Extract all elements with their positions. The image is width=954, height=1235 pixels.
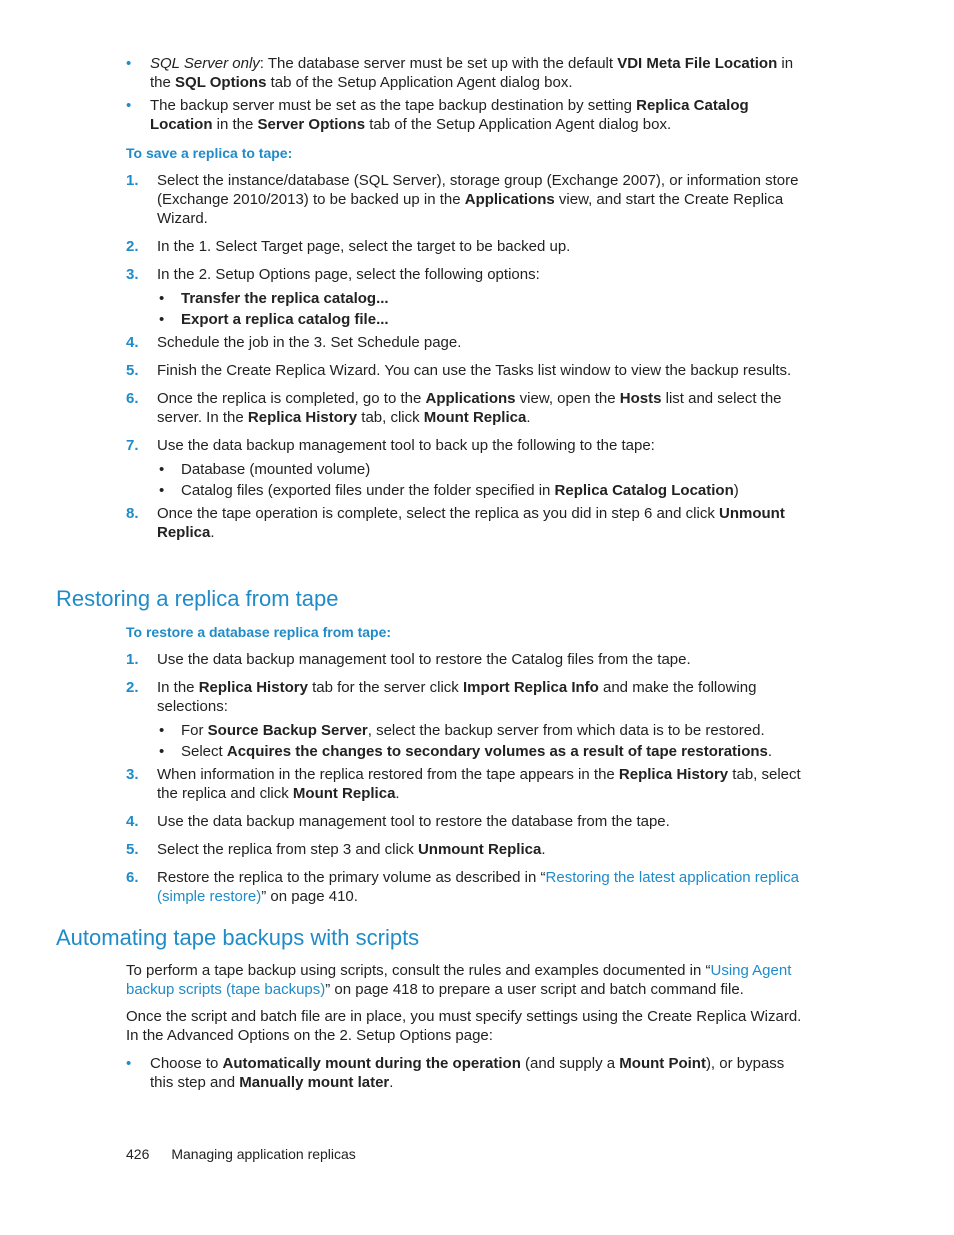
bold-term: VDI Meta File Location bbox=[617, 55, 778, 72]
page-number: 426 bbox=[126, 1146, 150, 1162]
top-bullet-2: • The backup server must be set as the tape backup destination by setting Replica Catalog Location in the Server Options tab of the Setup Application Agent dialog box. bbox=[126, 97, 749, 133]
list-item bbox=[126, 361, 806, 380]
step-number: 1. bbox=[126, 172, 139, 189]
page-footer bbox=[126, 1145, 356, 1164]
bold-term: Server Options bbox=[257, 116, 366, 133]
bullet-icon: • bbox=[159, 722, 165, 739]
step-text: Use the data backup management tool to back up the following to the tape: bbox=[157, 437, 655, 454]
step-text: Schedule the job in the 3. Set Schedule page. bbox=[157, 334, 462, 351]
bullet-icon: • bbox=[159, 743, 165, 760]
step-number: 2. bbox=[126, 679, 139, 696]
step-text: Finish the Create Replica Wizard. You can use the Tasks list window to view the backup results. bbox=[157, 362, 792, 379]
step-text: In the 2. Setup Options page, select the following options: bbox=[157, 266, 540, 283]
list-item bbox=[126, 333, 806, 352]
sub-bullet-text bbox=[181, 290, 389, 307]
bullet-icon: • bbox=[159, 482, 165, 499]
list-item bbox=[126, 650, 806, 669]
step-number: 3. bbox=[126, 266, 139, 283]
sub-bullet-item bbox=[126, 310, 806, 329]
bold-term: Mount Replica bbox=[292, 785, 396, 802]
sub-bullet-text: Select Acquires the changes to secondary volumes as a result of tape restorations. bbox=[181, 743, 773, 760]
bullet-icon: • bbox=[159, 461, 165, 478]
chapter-title: Managing application replicas bbox=[171, 1146, 356, 1162]
sub-bullet-text: For Source Backup Server, select the backup server from which data is to be restored. bbox=[181, 722, 765, 739]
step-number: 6. bbox=[126, 869, 139, 886]
restore-steps-list bbox=[126, 650, 806, 915]
automating-bullet-list bbox=[126, 1054, 806, 1096]
step-text: Use the data backup management tool to restore the Catalog files from the tape. bbox=[157, 651, 691, 668]
cross-reference-link[interactable]: Using Agent backup scripts (tape backups) bbox=[126, 962, 792, 998]
step-text: Use the data backup management tool to restore the database from the tape. bbox=[157, 813, 670, 830]
bold-term: Import Replica Info bbox=[462, 679, 599, 696]
step-number: 7. bbox=[126, 437, 139, 454]
bold-term: Acquires the changes to secondary volumes as a result of tape restorations bbox=[226, 743, 768, 760]
sub-bullet-item bbox=[126, 460, 806, 479]
bullet-icon: • bbox=[159, 290, 165, 307]
bold-term: Applications bbox=[425, 390, 516, 407]
italic-term: SQL Server only bbox=[150, 55, 260, 72]
step-number: 5. bbox=[126, 841, 139, 858]
bold-term: Transfer the replica catalog... bbox=[181, 290, 389, 307]
cross-reference-link[interactable]: Restoring the latest application replica (simple restore) bbox=[157, 869, 799, 905]
list-item bbox=[126, 678, 806, 716]
bold-term: Automatically mount during the operation bbox=[222, 1055, 521, 1072]
sub-bullet-item bbox=[126, 481, 806, 500]
step-text: Restore the replica to the primary volume as described in “Restoring the latest application replica (simple restore)” on page 410. bbox=[157, 869, 799, 905]
step-number: 2. bbox=[126, 238, 139, 255]
step-number: 1. bbox=[126, 651, 139, 668]
restore-procedure-heading: To restore a database replica from tape: bbox=[126, 624, 392, 640]
step-number: 3. bbox=[126, 766, 139, 783]
list-item bbox=[126, 812, 806, 831]
save-procedure-heading: To save a replica to tape: bbox=[126, 145, 293, 161]
bold-term: Replica History bbox=[618, 766, 729, 783]
bold-term: Hosts bbox=[619, 390, 662, 407]
bold-term: Unmount Replica bbox=[417, 841, 542, 858]
restore-section-title: Restoring a replica from tape bbox=[56, 586, 339, 611]
bold-term: Export a replica catalog file... bbox=[181, 311, 389, 328]
top-bullet-list bbox=[126, 54, 806, 138]
list-item bbox=[126, 840, 806, 859]
bold-term: Mount Replica bbox=[423, 409, 527, 426]
sub-bullet-item bbox=[126, 721, 806, 740]
sub-bullet-item bbox=[126, 742, 806, 761]
step-number: 5. bbox=[126, 362, 139, 379]
step-number: 6. bbox=[126, 390, 139, 407]
list-item bbox=[126, 504, 806, 542]
sub-bullet-text bbox=[181, 311, 389, 328]
bold-term: Replica History bbox=[247, 409, 358, 426]
step-text: In the 1. Select Target page, select the target to be backed up. bbox=[157, 238, 571, 255]
bold-term: Applications bbox=[464, 191, 555, 208]
list-item bbox=[126, 765, 806, 803]
bold-term: Replica History bbox=[198, 679, 308, 696]
bold-term: Replica Catalog Location bbox=[150, 97, 749, 133]
list-item bbox=[126, 868, 806, 906]
bold-term: Unmount Replica bbox=[157, 505, 785, 541]
list-item bbox=[126, 265, 806, 284]
list-item bbox=[126, 171, 806, 228]
step-text: When information in the replica restored from the tape appears in the Replica History tab, select the replica and click Mount Replica. bbox=[157, 766, 801, 802]
step-text: Select the instance/database (SQL Server), storage group (Exchange 2007), or information store (Exchange 2010/2013) to be backed up in the Applications view, and start the Create Replica Wizard. bbox=[157, 172, 799, 227]
bold-term: Replica Catalog Location bbox=[554, 482, 734, 499]
top-bullet-1: • SQL Server only: The database server must be set up with the default VDI Meta File Location in the SQL Options tab of the Setup Application Agent dialog box. bbox=[126, 55, 794, 91]
list-item bbox=[126, 436, 806, 455]
list-item bbox=[126, 237, 806, 256]
step-text: Once the tape operation is complete, select the replica as you did in step 6 and click Unmount Replica. bbox=[157, 505, 785, 541]
bold-term: Manually mount later bbox=[239, 1074, 390, 1091]
bold-term: Source Backup Server bbox=[207, 722, 368, 739]
bold-term: Mount Point bbox=[619, 1055, 706, 1072]
step-text: In the Replica History tab for the server click Import Replica Info and make the following selections: bbox=[157, 679, 757, 715]
bold-term: SQL Options bbox=[175, 74, 267, 91]
automating-section-title: Automating tape backups with scripts bbox=[56, 925, 420, 950]
bullet-icon: • bbox=[159, 311, 165, 328]
sub-bullet-item bbox=[126, 289, 806, 308]
save-steps-list bbox=[126, 171, 806, 551]
step-text: Select the replica from step 3 and click Unmount Replica. bbox=[157, 841, 546, 858]
automating-para-2: Once the script and batch file are in place, you must specify settings using the Create Replica Wizard. In the Advanced Options on the 2. Setup Options page: bbox=[126, 1008, 802, 1044]
sub-bullet-text: Database (mounted volume) bbox=[181, 461, 371, 478]
step-number: 8. bbox=[126, 505, 139, 522]
step-number: 4. bbox=[126, 334, 139, 351]
step-text: Once the replica is completed, go to the Applications view, open the Hosts list and select the server. In the Replica History tab, click Mount Replica. bbox=[157, 390, 782, 426]
automating-bullet-1: • Choose to Automatically mount during the operation (and supply a Mount Point), or bypass this step and Manually mount later. bbox=[126, 1055, 785, 1091]
step-number: 4. bbox=[126, 813, 139, 830]
list-item bbox=[126, 389, 806, 427]
sub-bullet-text: Catalog files (exported files under the folder specified in Replica Catalog Location) bbox=[181, 482, 739, 499]
automating-para-1: To perform a tape backup using scripts, consult the rules and examples documented in “Using Agent backup scripts (tape backups)” on page 418 to prepare a user script and batch command file. bbox=[126, 962, 792, 998]
